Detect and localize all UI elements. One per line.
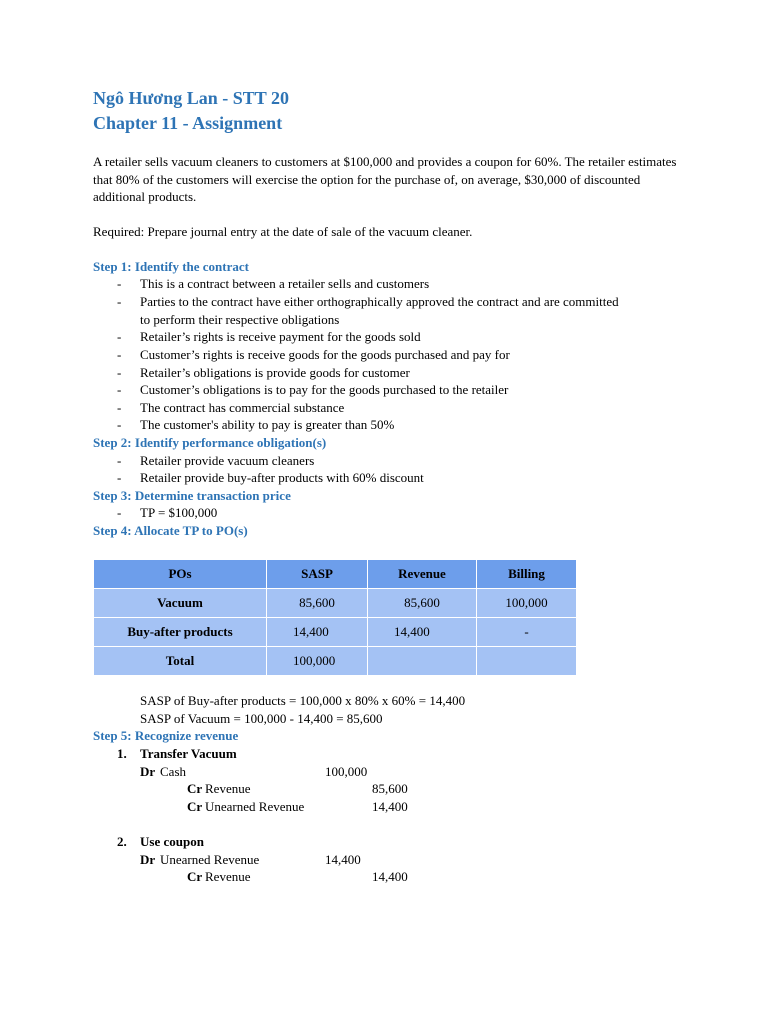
table-header: Billing bbox=[477, 560, 577, 589]
table-cell bbox=[477, 647, 577, 676]
table-cell: Buy-after products bbox=[94, 618, 267, 647]
credit-label: Cr bbox=[187, 869, 203, 884]
table-row bbox=[94, 618, 577, 647]
step5-title: Step 5: Recognize revenue bbox=[93, 728, 239, 743]
account-name: Revenue bbox=[205, 869, 251, 884]
credit-label: Cr bbox=[187, 781, 203, 796]
table-header: SASP bbox=[267, 560, 368, 589]
step4-title: Step 4: Allocate TP to PO(s) bbox=[93, 523, 248, 538]
amount: 14,400 bbox=[372, 869, 408, 884]
debit-label: Dr bbox=[140, 764, 156, 779]
table-header: POs bbox=[94, 560, 267, 589]
credit-label: Cr bbox=[187, 799, 203, 814]
table-cell: 100,000 bbox=[477, 589, 577, 618]
sasp-calc-buy-after: SASP of Buy-after products = 100,000 x 80% x 60% = 14,400 bbox=[140, 693, 466, 708]
allocation-table bbox=[93, 559, 577, 676]
document-page: Ngô Hương Lan - STT 20 Chapter 11 - Assignment A retailer sells vacuum cleaners to customers at $100,000 and provides a coupon for 60%. The retailer estimates that 80% of the customers will exercise the option for the purchase of, on average, $30,000 of discounted additional products. Required: Prepare journal entry at the date of sale of the vacuum cleaner. Step 1: Identify the contract - This is a contract between a retailer sells and customers - Parties to the contract have either orthographically approved the contract and are committed to perform their respective obligations - Retailer’s rights is receive payment for the goods sold - Customer’s rights is receive goods for the goods purchased and pay for - Retailer’s obligations is provide goods for customer - Customer’s obligations is to pay for the goods purchased to the retailer - The contract has commercial substance - The customer's ability to pay is greater than 50% Step 2: Identify performance obligation(s) - Retailer provide vacuum cleaners - Retailer provide buy-after products with 60% discount Step 3: Determine transaction price - TP = $100,000 Step 4: Allocate TP to PO(s) POs SASP Revenue Billing Vacuum 85,600 85,600 100,000 Buy-after products 14,400 14,400 - Total 100,000 SASP of Buy-after products = 100,000 x 80% x 60% = 14,400 SASP of Vacuum = 100,000 - 14,400 = 85,600 Step 5: Recognize revenue 1. Transfer Vacuum Dr Cash 100,000 Cr Revenue 85,600 Cr Unearned Revenue 14,400 2. Use coupon Dr Unearned Revenue 14,400 Cr Revenue 14,400 bbox=[0, 0, 768, 1024]
account-name: Revenue bbox=[205, 781, 251, 796]
amount: 14,400 bbox=[372, 799, 408, 814]
table-row bbox=[94, 589, 577, 618]
account-name: Cash bbox=[160, 764, 186, 779]
table-cell: 85,600 bbox=[267, 589, 368, 618]
table-header-row bbox=[94, 560, 577, 589]
problem-required: Required: Prepare journal entry at the date of sale of the vacuum cleaner. bbox=[93, 224, 473, 239]
table-cell bbox=[368, 647, 477, 676]
table-cell: 14,400 bbox=[368, 618, 477, 647]
author-heading: Ngô Hương Lan - STT 20 bbox=[93, 88, 289, 108]
debit-label: Dr bbox=[140, 852, 156, 867]
table-cell: Vacuum bbox=[94, 589, 267, 618]
account-name: Unearned Revenue bbox=[205, 799, 305, 814]
step2-title: Step 2: Identify performance obligation(s) bbox=[93, 435, 327, 450]
entry2-title: Use coupon bbox=[140, 834, 204, 849]
amount: 14,400 bbox=[325, 852, 361, 867]
table-row bbox=[94, 647, 577, 676]
amount: 100,000 bbox=[325, 764, 368, 779]
account-name: Unearned Revenue bbox=[160, 852, 260, 867]
entry2-number: 2. bbox=[117, 834, 127, 849]
entry1-number: 1. bbox=[117, 746, 127, 761]
table-cell: 14,400 bbox=[267, 618, 368, 647]
step1-title: Step 1: Identify the contract bbox=[93, 259, 249, 274]
table-cell: - bbox=[477, 618, 577, 647]
entry1-title: Transfer Vacuum bbox=[140, 746, 237, 761]
sasp-calc-vacuum: SASP of Vacuum = 100,000 - 14,400 = 85,600 bbox=[140, 711, 383, 726]
table-cell: 85,600 bbox=[368, 589, 477, 618]
table-cell: 100,000 bbox=[267, 647, 368, 676]
table-cell: Total bbox=[94, 647, 267, 676]
problem-intro: A retailer sells vacuum cleaners to customers at $100,000 and provides a coupon for 60%. The retailer estimates that 80% of the customers will exercise the option for the purchase of, on average, $30,000 of discounted additional products. bbox=[93, 154, 677, 204]
step3-title: Step 3: Determine transaction price bbox=[93, 488, 291, 503]
chapter-heading: Chapter 11 - Assignment bbox=[93, 113, 283, 133]
amount: 85,600 bbox=[372, 781, 408, 796]
table-header: Revenue bbox=[368, 560, 477, 589]
